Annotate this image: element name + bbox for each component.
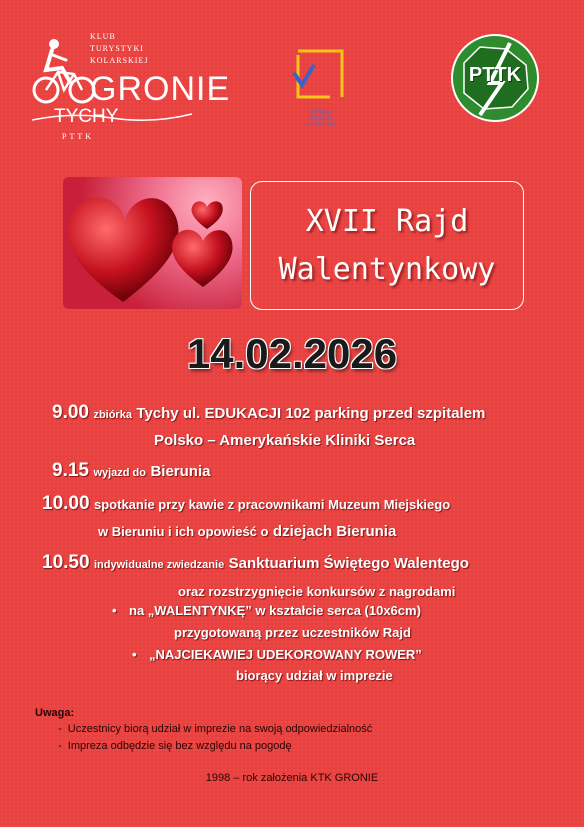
hearts-image bbox=[63, 177, 242, 309]
pttk-logo bbox=[450, 33, 540, 123]
pttk-label: PTTK bbox=[468, 64, 522, 86]
note-text: Impreza odbędzie się bez względu na pogodę bbox=[67, 740, 292, 752]
contest-text: „NAJCIEKAWIEJ UDEKOROWANY ROWER” bbox=[149, 647, 422, 662]
schedule-time: 10.50 bbox=[42, 552, 90, 573]
contest-2 bbox=[132, 646, 422, 664]
club-line-2: TURYSTYKI bbox=[90, 44, 144, 53]
schedule-label: indywidualne zwiedzanie bbox=[94, 559, 225, 571]
note-text: Uczestnicy biorą udział w imprezie na swoją odpowiedzialność bbox=[67, 723, 373, 735]
note-item-1: - Uczestnicy biorą udział w imprezie na swoją odpowiedzialność bbox=[58, 723, 373, 735]
museum-text-3: W BIERUNIU bbox=[305, 122, 335, 128]
schedule-row-5 bbox=[98, 523, 396, 541]
bullet: • bbox=[112, 603, 117, 618]
schedule-label: spotkanie przy kawie z pracownikami Muzeum Miejskiego bbox=[94, 497, 451, 512]
club-org: PTTK bbox=[62, 132, 94, 141]
schedule-text: Bierunia bbox=[150, 463, 211, 480]
contest-1 bbox=[112, 602, 421, 620]
schedule-row-1 bbox=[52, 402, 485, 424]
club-line-3: KOLARSKIEJ bbox=[90, 56, 149, 65]
club-line-1: KLUB bbox=[90, 32, 116, 41]
schedule-row-6 bbox=[42, 552, 469, 574]
heart-icon bbox=[63, 177, 242, 309]
museum-logo bbox=[290, 45, 350, 130]
schedule-text: Sanktuarium Świętego Walentego bbox=[228, 555, 469, 572]
title-box bbox=[250, 181, 524, 310]
bullet: • bbox=[132, 647, 137, 662]
schedule-row-7 bbox=[178, 583, 455, 601]
schedule-label: w Bieruniu i ich opowieść o bbox=[98, 524, 269, 539]
notes-heading: Uwaga: bbox=[35, 707, 75, 719]
schedule-text: dziejach Bierunia bbox=[272, 523, 397, 540]
title-line-2: Walentynkowy bbox=[278, 252, 496, 287]
contest-text: na „WALENTYNKĘ” w kształcie serca (10x6cm) bbox=[129, 603, 421, 618]
schedule-row-2 bbox=[154, 432, 415, 450]
club-name: GRONIE bbox=[90, 70, 231, 108]
schedule-label: oraz rozstrzygnięcie konkursów z nagrodami bbox=[178, 584, 456, 599]
schedule-row-4 bbox=[42, 493, 450, 515]
event-date: 14.02.2026 bbox=[186, 330, 398, 377]
museum-text-2: MIEJSKIE bbox=[308, 116, 332, 122]
club-city: TYCHY bbox=[54, 106, 119, 127]
schedule-time: 9.15 bbox=[52, 460, 89, 481]
schedule-label: zbiórka bbox=[93, 409, 132, 421]
schedule-row-3 bbox=[52, 460, 210, 482]
note-item-2: - Impreza odbędzie się bez względu na pogodę bbox=[58, 740, 292, 752]
contest-1-line-2 bbox=[174, 624, 411, 642]
title-line-1: XVII Rajd bbox=[305, 204, 469, 239]
club-logo bbox=[32, 30, 231, 150]
schedule-time: 10.00 bbox=[42, 493, 90, 514]
contest-text: przygotowaną przez uczestników Rajd bbox=[174, 625, 411, 640]
footer: 1998 – rok założenia KTK GRONIE bbox=[205, 772, 379, 784]
schedule-time: 9.00 bbox=[52, 402, 89, 423]
schedule-text: Polsko – Amerykańskie Kliniki Serca bbox=[154, 432, 416, 449]
schedule-label: wyjazd do bbox=[93, 467, 146, 479]
contest-2-line-2 bbox=[236, 667, 393, 685]
museum-icon bbox=[290, 45, 350, 105]
contest-text: biorący udział w imprezie bbox=[236, 668, 393, 683]
schedule-text: Tychy ul. EDUKACJI 102 parking przed szpitalem bbox=[136, 405, 486, 422]
museum-text-1: MUZEUM bbox=[309, 110, 331, 116]
